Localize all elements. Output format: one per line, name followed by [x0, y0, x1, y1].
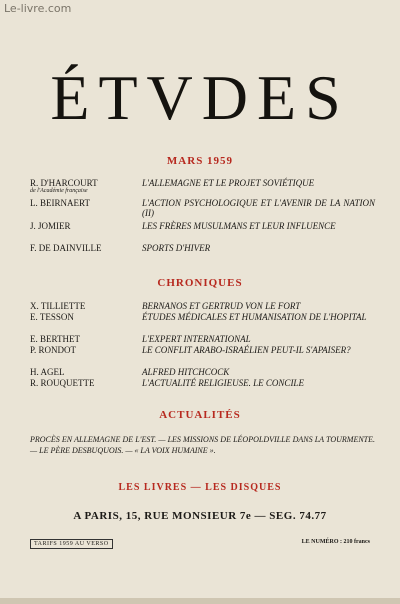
masthead-title: ÉTVDES	[50, 62, 350, 133]
article-entry	[30, 198, 375, 221]
chronique-author: H. AGEL	[30, 367, 65, 377]
chronique-author: E. TESSON	[30, 312, 74, 322]
article-author: F. DE DAINVILLE	[30, 243, 102, 253]
chronique-entry	[30, 312, 375, 334]
actualites-text: PROCÈS EN ALLEMAGNE DE L'EST. — LES MISSIONS DE LÉOPOLDVILLE DANS LA TOURMENTE. — LE PÈRE DESBUQUOIS. — « LA VOIX HUMAINE ».	[30, 435, 375, 455]
actualites-heading: ACTUALITÉS	[159, 409, 241, 421]
article-title: L'ACTION PSYCHOLOGIQUE ET L'AVENIR DE LA NATION (II)	[142, 198, 375, 218]
issue-date: MARS 1959	[166, 155, 234, 167]
issue-price: LE NUMÉRO : 210 francs	[301, 539, 370, 545]
article-author: R. D'HARCOURT de l'Académie française	[30, 178, 138, 195]
chronique-title: L'EXPERT INTERNATIONAL	[142, 334, 251, 344]
publisher-address: A PARIS, 15, RUE MONSIEUR 7e — SEG. 74.77	[73, 510, 327, 522]
article-title: LES FRÈRES MUSULMANS ET LEUR INFLUENCE	[142, 221, 336, 231]
chronique-entry	[30, 378, 375, 389]
article-author: J. JOMIER	[30, 221, 71, 231]
chronique-title: ALFRED HITCHCOCK	[142, 367, 230, 377]
chronique-title: ÉTUDES MÉDICALES ET HUMANISATION DE L'HOPITAL	[142, 312, 367, 322]
article-title: L'ALLEMAGNE ET LE PROJET SOVIÉTIQUE	[142, 178, 315, 188]
chronique-entry	[30, 301, 375, 312]
chronique-author: E. BERTHET	[30, 334, 80, 344]
chroniques-heading: CHRONIQUES	[157, 277, 243, 289]
article-entry	[30, 221, 375, 243]
articles-list	[30, 178, 375, 255]
chronique-entry	[30, 334, 375, 345]
chronique-author: R. ROUQUETTE	[30, 378, 95, 388]
author-affiliation: de l'Académie française	[30, 188, 88, 194]
chronique-title: BERNANOS ET GERTRUD VON LE FORT	[142, 301, 301, 311]
page-edge	[0, 598, 400, 604]
article-author: L. BEIRNAERT	[30, 198, 90, 208]
chronique-author: X. TILLIETTE	[30, 301, 86, 311]
article-entry	[30, 178, 375, 198]
article-title: SPORTS D'HIVER	[142, 243, 211, 253]
tarifs-note: TARIFS 1959 AU VERSO	[30, 539, 113, 549]
chronique-author: P. RONDOT	[30, 345, 77, 355]
article-entry	[30, 243, 375, 255]
chronique-title: LE CONFLIT ARABO-ISRAÉLIEN PEUT-IL S'APAISER?	[142, 345, 351, 355]
watermark: Le-livre.com	[4, 2, 72, 15]
chronique-entry	[30, 367, 375, 378]
books-records-heading: LES LIVRES — LES DISQUES	[118, 482, 282, 493]
chronique-title: L'ACTUALITÉ RELIGIEUSE. LE CONCILE	[142, 378, 304, 388]
chronique-entry	[30, 345, 375, 367]
chroniques-list	[30, 301, 375, 389]
